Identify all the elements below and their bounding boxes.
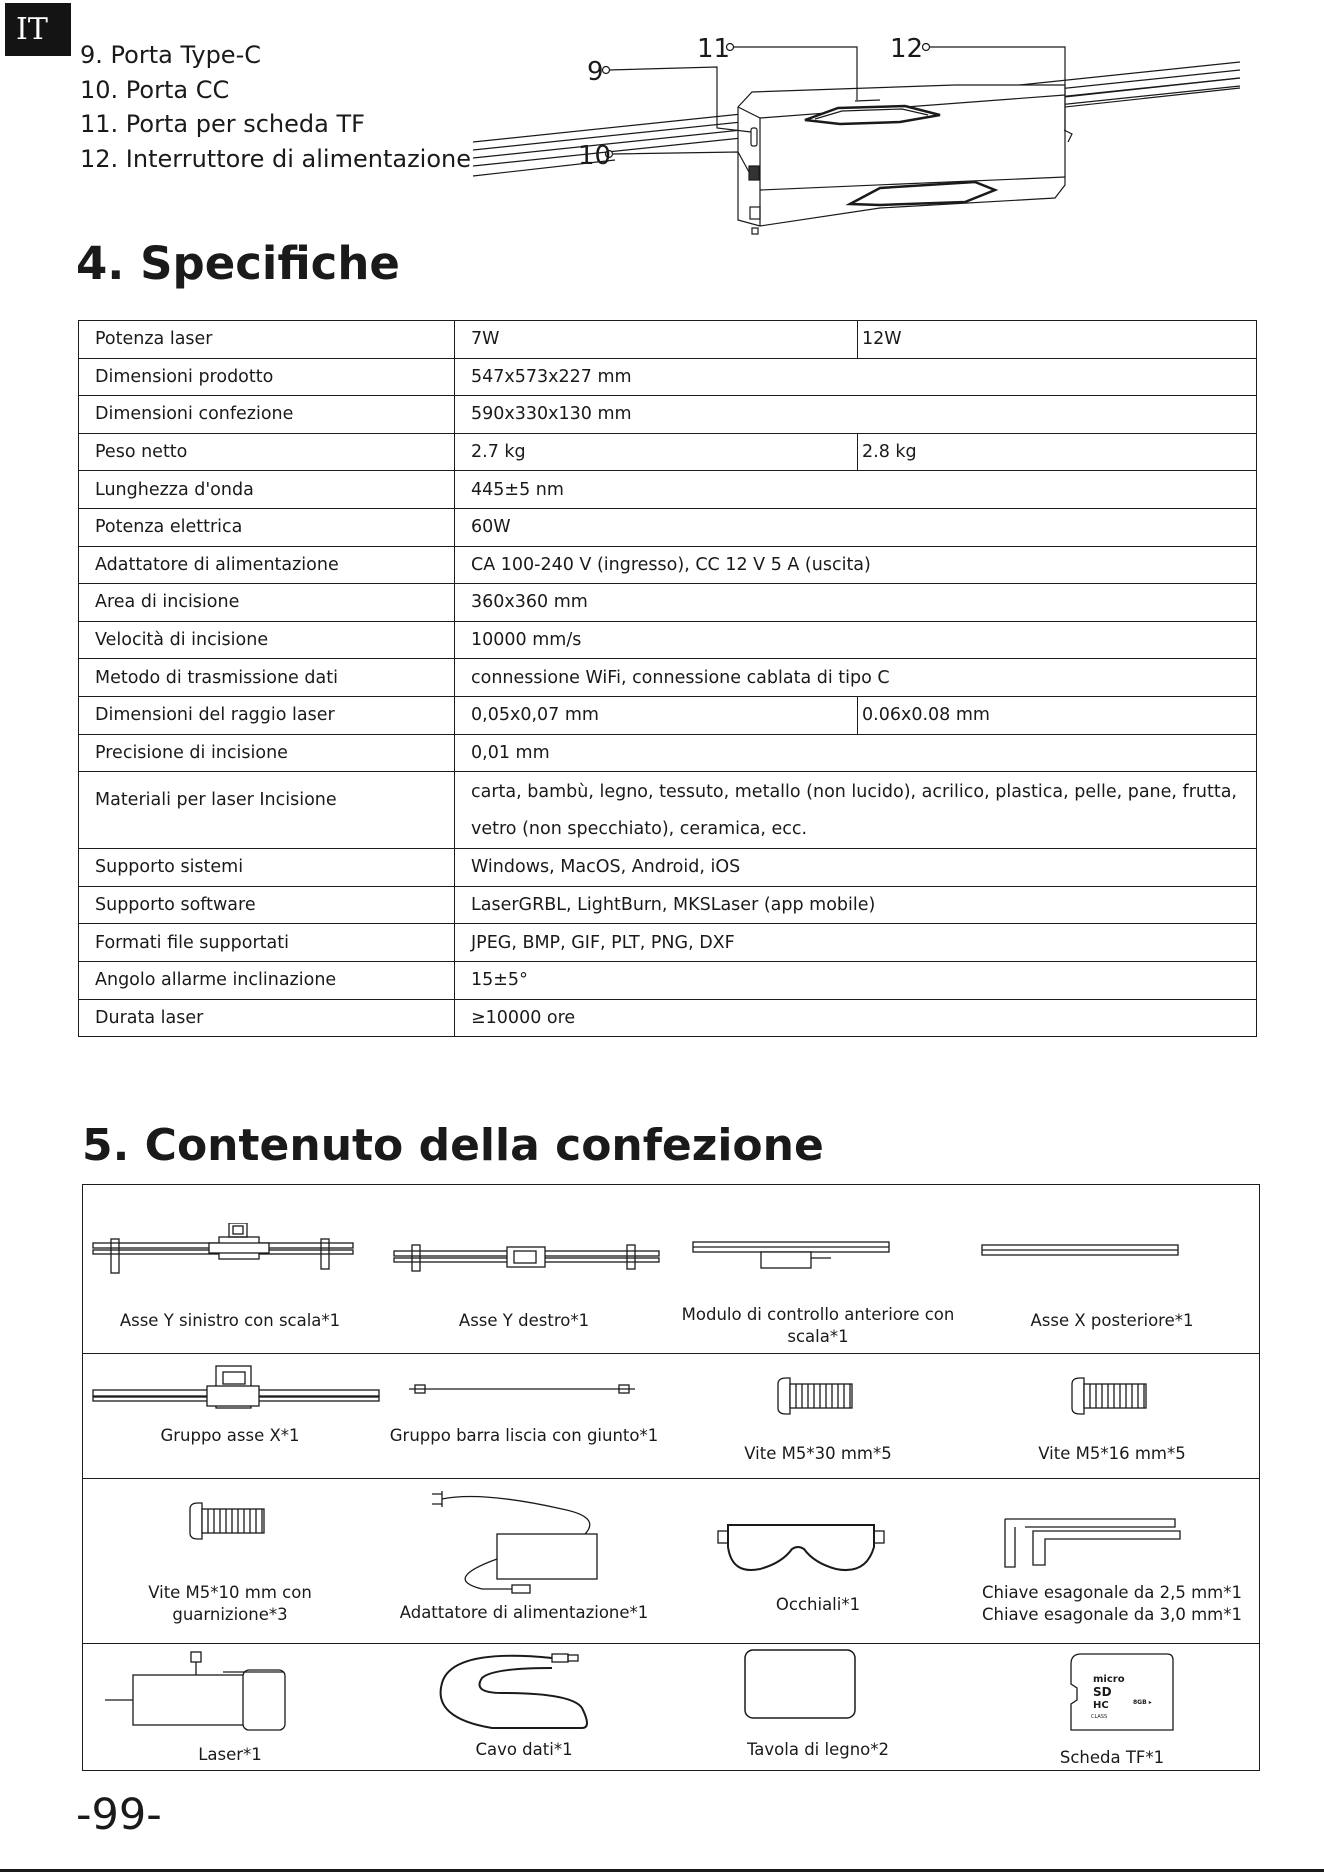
package-row (83, 1479, 1259, 1644)
screw-icon (1070, 1376, 1150, 1416)
spec-value: connessione WiFi, connessione cablata di tipo C (455, 659, 1257, 697)
spec-label: Supporto sistemi (79, 849, 455, 887)
package-item (671, 1185, 965, 1353)
spec-value: 0,05x0,07 mm (455, 696, 858, 734)
package-row (83, 1185, 1259, 1354)
package-item (965, 1185, 1259, 1353)
spec-value: 590x330x130 mm (455, 396, 1257, 434)
spec-label: Peso netto (79, 433, 455, 471)
spec-label: Materiali per laser Incisione (79, 772, 455, 849)
spec-label: Dimensioni prodotto (79, 358, 455, 396)
language-tab: IT (5, 3, 71, 56)
spec-row (79, 433, 1257, 471)
package-item (671, 1354, 965, 1478)
hex-key-icon (985, 1517, 1185, 1572)
spec-value-alt: 0.06x0.08 mm (858, 696, 1257, 734)
package-item-caption: Asse X posteriore*1 (1030, 1311, 1194, 1330)
y-axis-right-icon (392, 1243, 662, 1275)
package-item-caption: Chiave esagonale da 2,5 mm*1 Chiave esagonale da 3,0 mm*1 (981, 1583, 1243, 1624)
package-item-caption: Occhiali*1 (775, 1595, 861, 1614)
package-item-caption: Gruppo barra liscia con giunto*1 (389, 1426, 659, 1445)
spec-value: 360x360 mm (455, 584, 1257, 622)
spec-label: Precisione di incisione (79, 734, 455, 772)
package-item-caption: Tavola di legno*2 (746, 1740, 890, 1759)
svg-text:HC: HC (1093, 1700, 1109, 1711)
package-item-caption: Modulo di controllo anteriore con scala*1 (681, 1305, 955, 1346)
spec-value: CA 100-240 V (ingresso), CC 12 V 5 A (uscita) (455, 546, 1257, 584)
package-item (377, 1644, 671, 1765)
package-item-caption: Scheda TF*1 (1059, 1748, 1165, 1767)
power-adapter-icon (422, 1489, 617, 1599)
spec-value: 547x573x227 mm (455, 358, 1257, 396)
port-item: 10. Porta CC (80, 75, 230, 104)
package-item (83, 1185, 377, 1353)
smooth-rod-icon (407, 1382, 637, 1396)
spec-value: 10000 mm/s (455, 621, 1257, 659)
package-item-caption: Vite M5*16 mm*5 (1038, 1444, 1186, 1463)
spec-value: LaserGRBL, LightBurn, MKSLaser (app mobile) (455, 886, 1257, 924)
spec-label: Dimensioni confezione (79, 396, 455, 434)
package-item (83, 1479, 377, 1643)
laser-engraver-diagram (460, 20, 1250, 275)
wood-board-icon (741, 1646, 861, 1721)
port-item: 12. Interruttore di alimentazione (80, 145, 471, 174)
spec-row (79, 584, 1257, 622)
spec-label: Supporto software (79, 886, 455, 924)
package-item-caption: Gruppo asse X*1 (160, 1426, 300, 1445)
port-list (80, 38, 471, 177)
rear-x-axis-icon (980, 1243, 1180, 1259)
package-item-caption: Asse Y destro*1 (458, 1311, 590, 1330)
package-row (83, 1354, 1259, 1479)
spec-row (79, 659, 1257, 697)
x-axis-group-icon (91, 1364, 381, 1414)
package-item (671, 1479, 965, 1643)
package-item (83, 1644, 377, 1765)
spec-label: Potenza laser (79, 321, 455, 359)
spec-value: Windows, MacOS, Android, iOS (455, 849, 1257, 887)
spec-value: 445±5 nm (455, 471, 1257, 509)
goggles-icon (716, 1517, 886, 1582)
package-item (965, 1479, 1259, 1643)
spec-row (79, 924, 1257, 962)
spec-value: 0,01 mm (455, 734, 1257, 772)
spec-value: carta, bambù, legno, tessuto, metallo (non lucido), acrilico, plastica, pelle, pane, frutta, vetro (non specchiato), ceramica, ecc. (455, 772, 1257, 849)
spec-value-alt: 2.8 kg (858, 433, 1257, 471)
spec-label: Potenza elettrica (79, 508, 455, 546)
package-item (377, 1354, 671, 1478)
package-heading: 5. Contenuto della confezione (82, 1120, 824, 1171)
package-contents-grid (82, 1184, 1260, 1771)
tf-card-icon (1067, 1652, 1177, 1736)
page-number: -99- (76, 1790, 162, 1840)
spec-value: ≥10000 ore (455, 999, 1257, 1037)
svg-text:CLASS: CLASS (1091, 1714, 1108, 1720)
spec-label: Area di incisione (79, 584, 455, 622)
front-control-module-icon (691, 1240, 891, 1280)
spec-value: 2.7 kg (455, 433, 858, 471)
svg-text:8GB ▸: 8GB ▸ (1133, 1699, 1152, 1706)
data-cable-icon (432, 1648, 592, 1733)
package-item (377, 1479, 671, 1643)
callout-9: 9 (587, 57, 604, 87)
screw-icon (776, 1376, 856, 1416)
spec-row (79, 961, 1257, 999)
spec-value: 60W (455, 508, 1257, 546)
spec-value: JPEG, BMP, GIF, PLT, PNG, DXF (455, 924, 1257, 962)
callout-10: 10 (578, 141, 612, 171)
spec-label: Formati file supportati (79, 924, 455, 962)
package-item-caption: Adattatore di alimentazione*1 (399, 1603, 649, 1622)
spec-row (79, 696, 1257, 734)
spec-row (79, 772, 1257, 849)
callout-11: 11 (697, 34, 731, 64)
callout-12: 12 (890, 34, 924, 64)
package-item-caption: Laser*1 (198, 1745, 262, 1764)
port-item: 9. Porta Type-C (80, 41, 261, 69)
package-item-caption: Cavo dati*1 (475, 1740, 573, 1759)
spec-row (79, 886, 1257, 924)
laser-module-icon (103, 1650, 303, 1750)
spec-value-alt: 12W (858, 321, 1257, 359)
spec-label: Angolo allarme inclinazione (79, 961, 455, 999)
specs-heading: 4. Specifiche (76, 237, 400, 290)
spec-label: Dimensioni del raggio laser (79, 696, 455, 734)
spec-row (79, 621, 1257, 659)
svg-text:micro: micro (1093, 1674, 1125, 1685)
spec-row (79, 508, 1257, 546)
spec-row (79, 358, 1257, 396)
package-item (377, 1185, 671, 1353)
spec-label: Lunghezza d'onda (79, 471, 455, 509)
screw-icon (188, 1501, 268, 1541)
package-item (671, 1644, 965, 1765)
spec-value: 15±5° (455, 961, 1257, 999)
y-axis-left-icon (91, 1223, 356, 1275)
spec-row (79, 546, 1257, 584)
spec-row (79, 471, 1257, 509)
spec-label: Metodo di trasmissione dati (79, 659, 455, 697)
spec-label: Velocità di incisione (79, 621, 455, 659)
svg-text:SD: SD (1093, 1685, 1112, 1699)
spec-label: Durata laser (79, 999, 455, 1037)
spec-row (79, 999, 1257, 1037)
spec-value: 7W (455, 321, 858, 359)
package-item-caption: Vite M5*30 mm*5 (744, 1444, 892, 1463)
package-item-caption: Asse Y sinistro con scala*1 (119, 1311, 341, 1330)
port-item: 11. Porta per scheda TF (80, 110, 365, 139)
spec-label: Adattatore di alimentazione (79, 546, 455, 584)
package-row (83, 1644, 1259, 1765)
package-item (83, 1354, 377, 1478)
package-item-caption: Vite M5*10 mm con guarnizione*3 (148, 1583, 312, 1624)
package-item (965, 1644, 1259, 1765)
specs-table (78, 320, 1257, 1037)
spec-row (79, 396, 1257, 434)
spec-row (79, 849, 1257, 887)
spec-row (79, 321, 1257, 359)
package-item (965, 1354, 1259, 1478)
spec-row (79, 734, 1257, 772)
